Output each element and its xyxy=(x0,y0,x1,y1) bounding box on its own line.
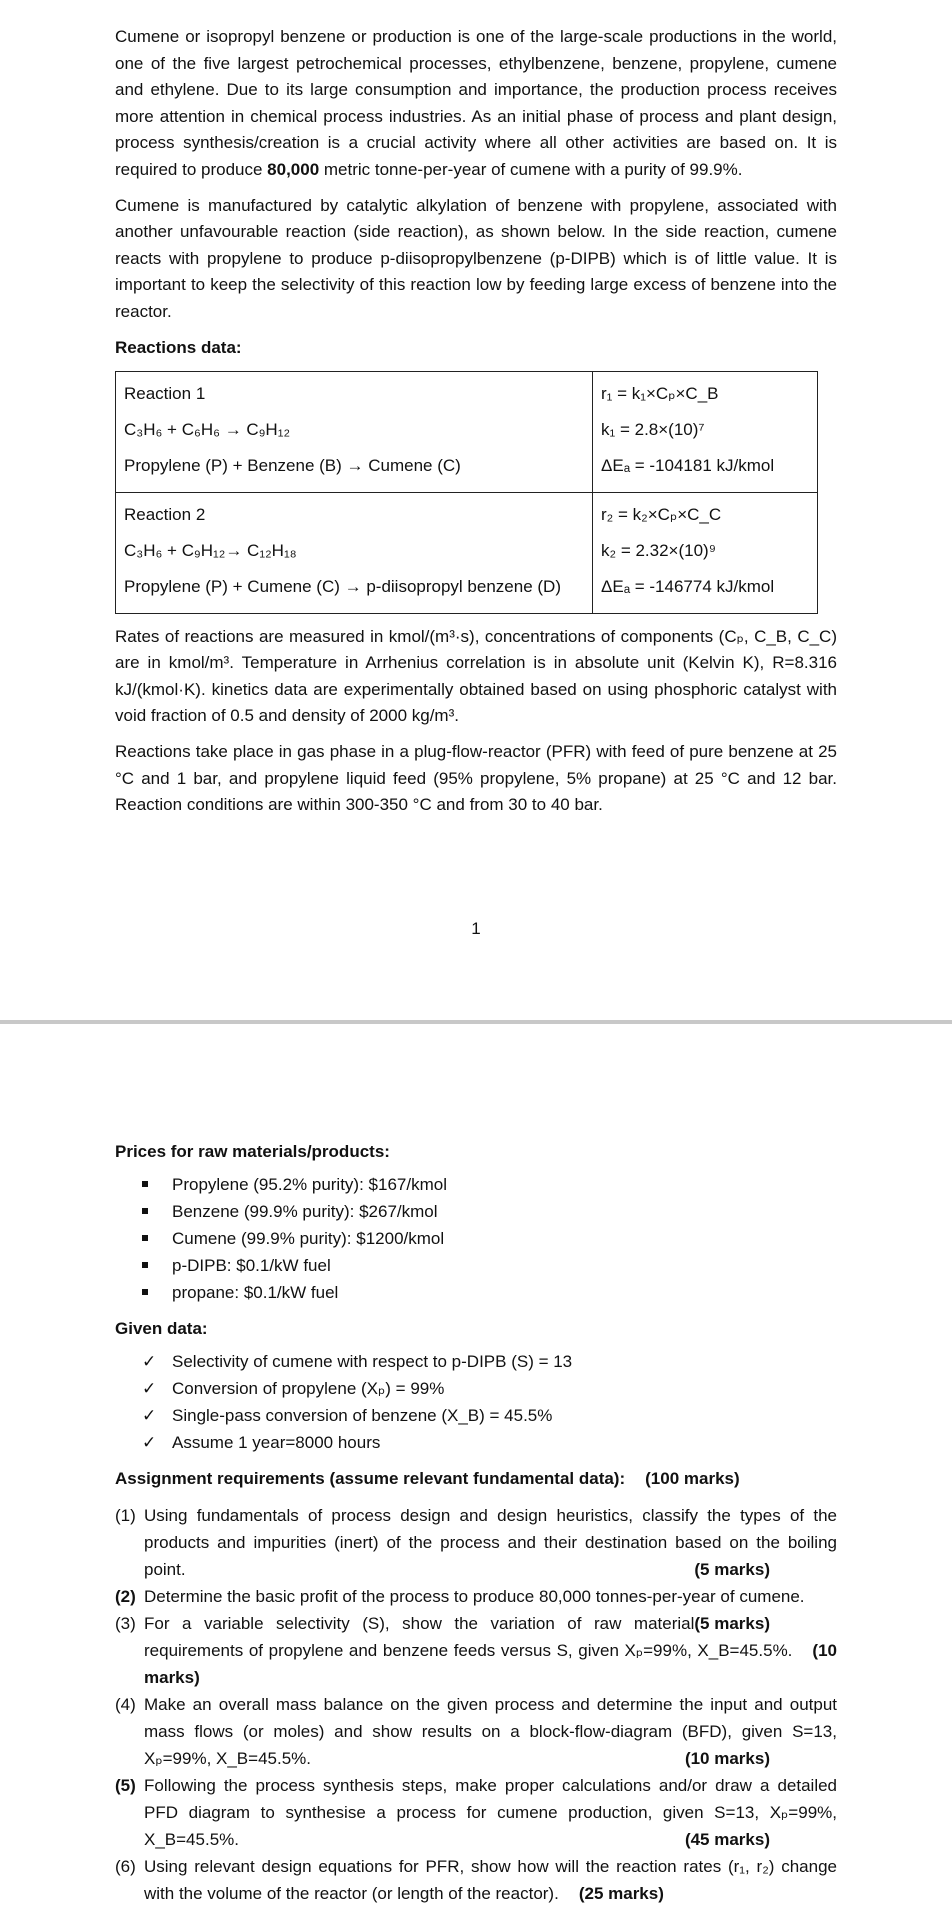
bullet-square-icon xyxy=(142,1235,148,1241)
list-item: propane: $0.1/kW fuel xyxy=(142,1279,837,1306)
production-target: 80,000 xyxy=(267,159,320,179)
bullet-square-icon xyxy=(142,1262,148,1268)
total-marks: (100 marks) xyxy=(645,1469,740,1488)
requirements-heading: Assignment requirements (assume relevant fundamental data): (100 marks) xyxy=(115,1469,740,1488)
prices-list xyxy=(115,1171,837,1306)
list-item: Benzene (99.9% purity): $267/kmol xyxy=(142,1198,837,1225)
reactions-heading: Reactions data: xyxy=(115,337,242,357)
list-item: Propylene (95.2% purity): $167/kmol xyxy=(142,1171,837,1198)
checkmark-icon: ✓ xyxy=(142,1433,157,1452)
reaction-2-ea: ΔEₐ = -146774 kJ/kmol xyxy=(601,576,775,596)
reaction-1-title: Reaction 1 xyxy=(124,383,206,403)
question-1: (1) Using fundamentals of process design and design heuristics, classify the types of the products and impurities (inert) of the process and their destination based on the boiling point. (5 marks) xyxy=(115,1506,837,1579)
list-item: ✓ Conversion of propylene (Xₚ) = 99% xyxy=(142,1375,837,1402)
page-divider xyxy=(0,1020,952,1024)
given-heading: Given data: xyxy=(115,1319,208,1338)
page-two xyxy=(115,1139,837,1907)
question-3: (3) For a variable selectivity (S), show the variation of raw material requirements of propylene and benzene feeds versus S, given Xₚ=99%, X_B=45.5%. (10 marks) xyxy=(115,1614,837,1687)
reaction-1-words: Propylene (P) + Benzene (B) → Cumene (C) xyxy=(124,455,461,475)
page-number: 1 xyxy=(471,919,481,938)
reaction-1-equation: C₃H₆ + C₆H₆ → C₉H₁₂ xyxy=(124,419,291,439)
list-item: ✓ Single-pass conversion of benzene (X_B) = 45.5% xyxy=(142,1402,837,1429)
reaction-1-k: k₁ = 2.8×(10)⁷ xyxy=(601,419,705,439)
question-4: (4) Make an overall mass balance on the given process and determine the input and output mass flows (or moles) and show results on a block-flow-diagram (BFD), given S=13, Xₚ=99%, X_B=45.5%. (10 marks) xyxy=(115,1695,837,1768)
units-paragraph: Rates of reactions are measured in kmol/(m³·s), concentrations of components (Cₚ, C_B, C_C) are in kmol/m³. Temperature in Arrhenius correlation is in absolute unit (Kelvin K), R=8.316 kJ/(kmol·K). kinetics data are experimentally obtained based on using phosphoric catalyst with void fraction of 0.5 and density of 2000 kg/m³. xyxy=(115,626,837,726)
reaction-2-rate: r₂ = k₂×Cₚ×C_C xyxy=(601,504,722,524)
list-item: p-DIPB: $0.1/kW fuel xyxy=(142,1252,837,1279)
reaction-1-ea: ΔEₐ = -104181 kJ/kmol xyxy=(601,455,775,475)
list-item: ✓ Assume 1 year=8000 hours xyxy=(142,1429,837,1456)
reaction-2-title: Reaction 2 xyxy=(124,504,206,524)
list-item: ✓ Selectivity of cumene with respect to p-DIPB (S) = 13 xyxy=(142,1348,837,1375)
reaction-1-rate: r₁ = k₁×Cₚ×C_B xyxy=(601,383,719,403)
prices-heading: Prices for raw materials/products: xyxy=(115,1142,390,1161)
bullet-square-icon xyxy=(142,1208,148,1214)
conditions-paragraph: Reactions take place in gas phase in a plug-flow-reactor (PFR) with feed of pure benzene at 25 °C and 1 bar, and propylene liquid feed (95% propylene, 5% propane) at 25 °C and 12 bar. Reaction conditions are within 300-350 °C and from 30 to 40 bar. xyxy=(115,741,837,815)
question-6: (6) Using relevant design equations for PFR, show how will the reaction rates (r₁, r₂) change with the volume of the reactor (or length of the reactor). (25 marks) xyxy=(115,1857,837,1903)
reaction-2-k: k₂ = 2.32×(10)⁹ xyxy=(601,540,716,560)
reaction-2-row xyxy=(116,492,818,613)
bullet-square-icon xyxy=(142,1289,148,1295)
question-2: (2) Determine the basic profit of the process to produce 80,000 tonnes-per-year of cumene. (5 marks) xyxy=(115,1587,805,1633)
reactions-table xyxy=(115,371,818,614)
list-item: Cumene (99.9% purity): $1200/kmol xyxy=(142,1225,837,1252)
page-one xyxy=(115,24,837,828)
question-5: (5) Following the process synthesis steps, make proper calculations and/or draw a detailed PFD diagram to synthesise a process for cumene production, given S=13, Xₚ=99%, X_B=45.5%. (45 marks) xyxy=(115,1776,837,1849)
bullet-square-icon xyxy=(142,1181,148,1187)
intro-paragraph: Cumene or isopropyl benzene or production is one of the large-scale productions in the world, one of the five largest petrochemical processes, ethylbenzene, benzene, propylene, cumene and ethylene. Due to its large consumption and importance, the production process receives more attention in chemical process industries. As an initial phase of process and plant design, process synthesis/creation is a crucial activity where all other activities are based on. It is required to produce 80,000 metric tonne-per-year of cumene with a purity of 99.9%. xyxy=(115,27,837,179)
reaction-2-equation: C₃H₆ + C₉H₁₂→ C₁₂H₁₈ xyxy=(124,540,297,560)
reaction-1-row xyxy=(116,371,818,492)
checkmark-icon: ✓ xyxy=(142,1406,157,1425)
checkmark-icon: ✓ xyxy=(142,1379,157,1398)
manufacture-paragraph: Cumene is manufactured by catalytic alkylation of benzene with propylene, associated with another unfavourable reaction (side reaction), as shown below. In the side reaction, cumene reacts with propylene to produce p-diisopropylbenzene (p-DIPB) which is of little value. It is important to keep the selectivity of this reaction low by feeding large excess of benzene into the reactor. xyxy=(115,195,837,321)
given-list xyxy=(115,1348,837,1456)
checkmark-icon: ✓ xyxy=(142,1352,157,1371)
reaction-2-words: Propylene (P) + Cumene (C) → p-diisopropyl benzene (D) xyxy=(124,576,561,596)
